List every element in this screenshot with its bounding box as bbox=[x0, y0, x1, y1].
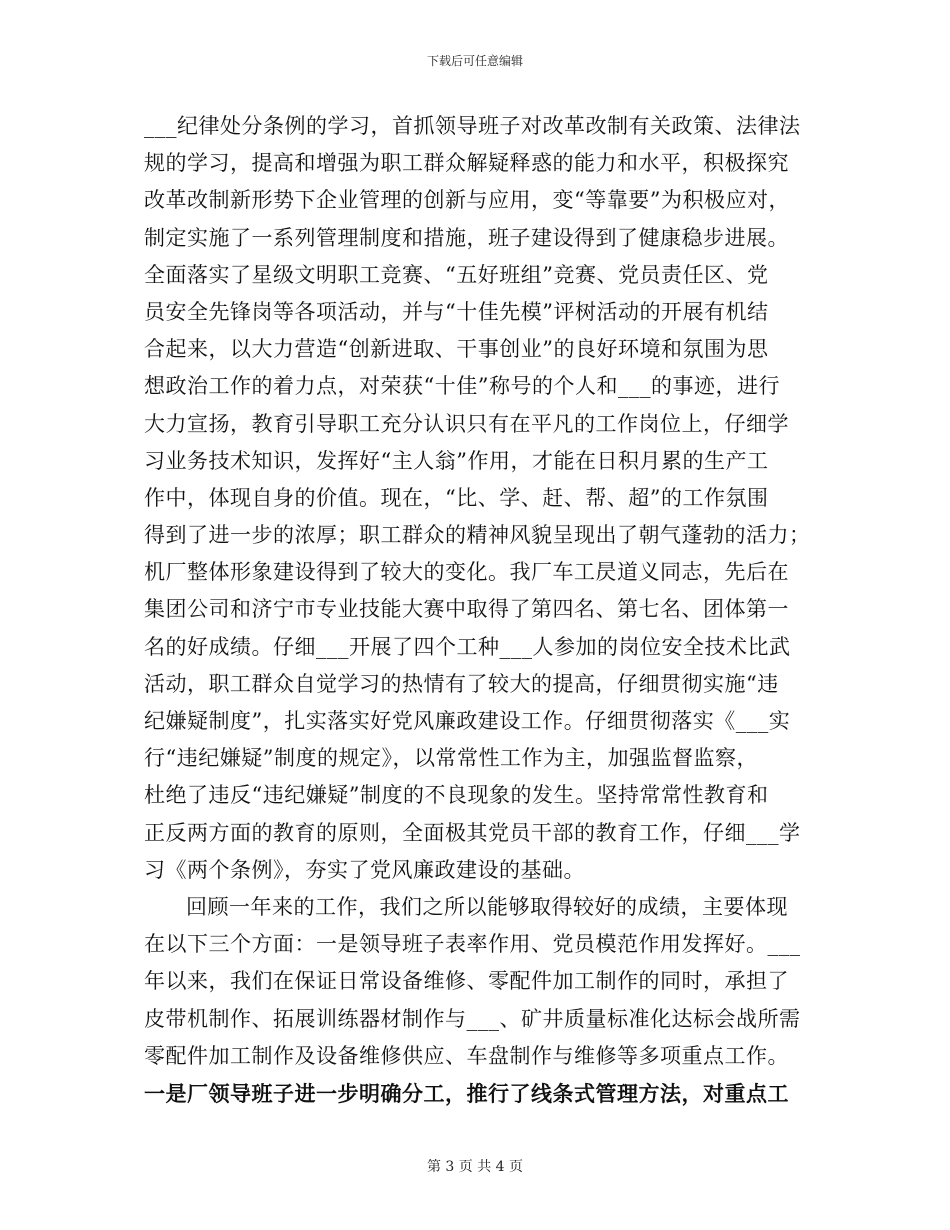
text-line: 行“违纪嫌疑”制度的规定》，以常常性工作为主，加强监督监察， bbox=[144, 746, 758, 771]
text-line: 纪嫌疑制度”，扎实落实好党风廉政建设工作。仔细贯彻落实《___实 bbox=[144, 709, 791, 733]
text-line: 零配件加工制作及设备维修供应、车盘制作与维修等多项重点工作。 bbox=[144, 1043, 789, 1068]
text-line: 名的好成绩。仔细___开展了四个工种___人参加的岗位安全技术比武 bbox=[144, 634, 791, 659]
text-line: 机厂整体形象建设得到了较大的变化。我厂车工昃道义同志，先后在 bbox=[144, 560, 789, 585]
text-line: 改革改制新形势下企业管理的创新与应用，变“等靠要”为积极应对， bbox=[144, 188, 790, 213]
text-line: 集团公司和济宁市专业技能大赛中取得了第四名、第七名、团体第一 bbox=[144, 597, 789, 622]
text-line: 在以下三个方面：一是领导班子表率作用、党员模范作用发挥好。___ bbox=[144, 932, 801, 957]
text-line: 员安全先锋岗等各项活动，并与“十佳先模”评树活动的开展有机结 bbox=[144, 299, 769, 324]
text-line: 皮带机制作、拓展训练器材制作与___、矿井质量标准化达标会战所需 bbox=[144, 1006, 801, 1031]
page-footer: 第 3 页 共 4 页 bbox=[426, 1159, 524, 1175]
text-line: 杜绝了违反“违纪嫌疑”制度的不良现象的发生。坚持常常性教育和 bbox=[144, 783, 769, 808]
text-line: 制定实施了一系列管理制度和措施，班子建设得到了健康稳步进展。 bbox=[144, 225, 789, 250]
text-line: 规的学习，提高和增强为职工群众解疑释惑的能力和水平，积极探究 bbox=[144, 151, 789, 176]
text-line: 活动，职工群众自觉学习的热情有了较大的提高，仔细贯彻实施“违 bbox=[144, 671, 779, 696]
text-line: 合起来，以大力营造“创新进取、干事创业”的良好环境和氛围为思 bbox=[144, 337, 769, 362]
text-line: 年以来，我们在保证日常设备维修、零配件加工制作的同时，承担了 bbox=[144, 969, 789, 994]
text-line: 正反两方面的教育的原则，全面极其党员干部的教育工作，仔细___学 bbox=[144, 820, 801, 845]
text-line: 习业务技术知识，发挥好“主人翁”作用，才能在日积月累的生产工 bbox=[144, 448, 769, 473]
text-line: 大力宣扬，教育引导职工充分认识只有在平凡的工作岗位上，仔细学 bbox=[144, 411, 789, 436]
text-line: 习《两个条例》，夯实了党风廉政建设的基础。 bbox=[144, 857, 585, 882]
page-header: 下载后可任意编辑 bbox=[426, 54, 523, 68]
text-line: 想政治工作的着力点，对荣获“十佳”称号的个人和___的事迹，进行 bbox=[144, 374, 780, 399]
text-line: ___纪律处分条例的学习，首抓领导班子对改革改制有关政策、法律法 bbox=[144, 114, 801, 138]
text-line: 回顾一年来的工作，我们之所以能够取得较好的成绩，主要体现 bbox=[186, 894, 788, 919]
text-line: 得到了进一步的浓厚；职工群众的精神风貌呈现出了朝气蓬勃的活力； bbox=[144, 523, 811, 548]
text-line: 作中，体现自身的价值。现在，“比、学、赶、帮、超”的工作氛围 bbox=[144, 485, 769, 510]
text-line-bold: 一是厂领导班子进一步明确分工，推行了线条式管理方法，对重点工 bbox=[144, 1080, 789, 1106]
text-line: 全面落实了星级文明职工竞赛、“五好班组”竞赛、党员责任区、党 bbox=[144, 262, 769, 287]
body-text bbox=[144, 108, 824, 1112]
